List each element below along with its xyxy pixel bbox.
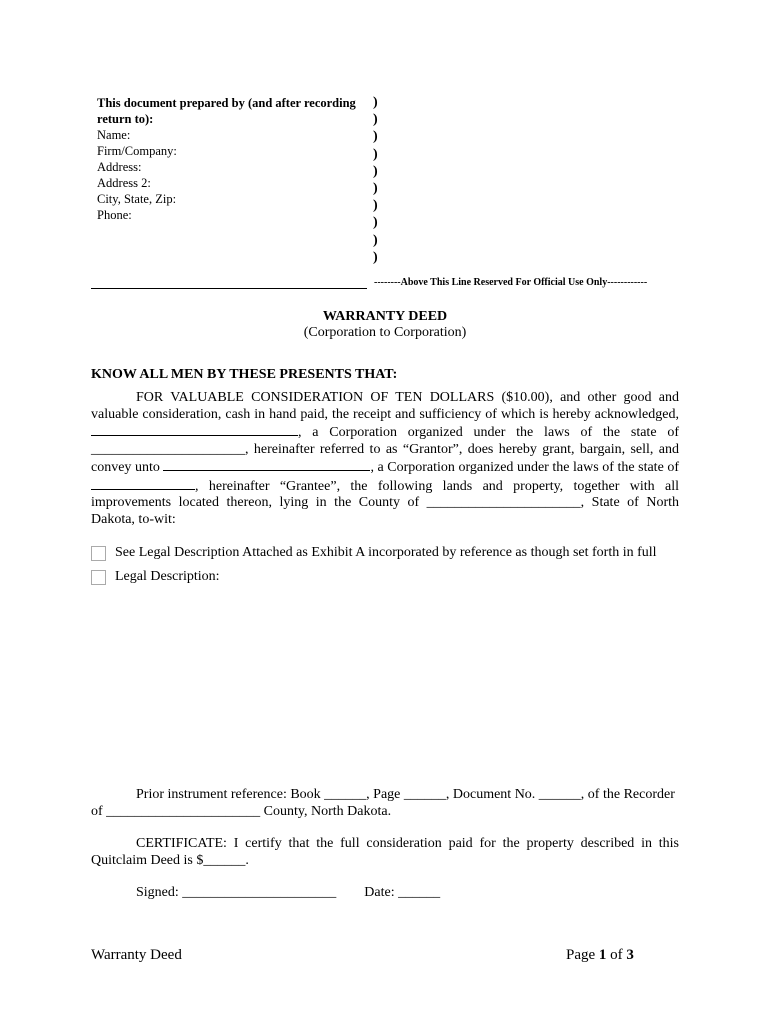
footer-doc-name: Warranty Deed — [91, 947, 182, 963]
grantee-name-blank[interactable] — [163, 458, 370, 471]
body-part-a: FOR VALUABLE CONSIDERATION OF TEN DOLLARS ($10.00), and other good and valuable consideration, cash in hand paid, the receipt and sufficiency of which is hereby acknowledged, — [91, 390, 679, 422]
legal-description-checkbox[interactable] — [91, 570, 106, 585]
bracket: ) — [373, 232, 378, 248]
certificate — [91, 836, 679, 869]
page-number: 1 — [598, 947, 607, 963]
bracket: ) — [373, 180, 378, 196]
conveyance-paragraph — [91, 390, 679, 528]
preparer-block — [97, 95, 367, 223]
preparer-heading: This document prepared by (and after recording return to): — [97, 96, 356, 126]
body-part-c: ______________________, hereinafter referred to as “Grantor”, does hereby grant, bargain, sell, and convey unto — [91, 441, 679, 475]
grantor-name-blank[interactable] — [91, 423, 298, 436]
page-indicator — [566, 947, 634, 964]
body-part-e: , hereinafter “Grantee”, the following lands and property, together with all improvements located thereon, lying in the County of ______________________, State of North Dakota, to-wit: — [91, 478, 679, 527]
bracket: ) — [373, 95, 378, 110]
bracket: ) — [373, 215, 378, 231]
bracket: ) — [373, 146, 378, 162]
preparer-address-label: Address: — [97, 160, 142, 174]
preparer-firm-label: Firm/Company: — [97, 144, 177, 158]
preparer-divider-line — [91, 288, 367, 289]
bracket: ) — [373, 129, 378, 145]
preparer-name-label: Name: — [97, 128, 131, 142]
body-part-b: , a Corporation organized under the laws of the state of — [298, 425, 679, 440]
preparer-address2-label: Address 2: — [97, 176, 151, 190]
preparer-phone-label: Phone: — [97, 208, 132, 222]
legal-description-label: Legal Description: — [115, 569, 220, 584]
bracket: ) — [373, 198, 378, 214]
body-part-d: , a Corporation organized under the laws of the state of — [370, 460, 679, 475]
bracket: ) — [373, 249, 378, 265]
signature-line: Signed: ______________________ Date: ______ — [136, 885, 441, 900]
page-of: of — [606, 947, 627, 963]
page-prefix: Page — [566, 947, 599, 963]
document-subtitle: (Corporation to Corporation) — [303, 325, 467, 340]
preparer-city-label: City, State, Zip: — [97, 192, 177, 206]
reserved-label: --------Above This Line Reserved For Official Use Only------------ — [374, 277, 648, 288]
grantee-state-blank[interactable] — [91, 477, 195, 490]
exhibit-a-checkbox[interactable] — [91, 546, 106, 561]
prior-reference — [91, 787, 679, 820]
bracket: ) — [373, 163, 378, 179]
bracket-column — [373, 94, 378, 266]
bracket: ) — [373, 112, 378, 128]
page-total: 3 — [626, 947, 634, 963]
document-title: WARRANTY DEED — [322, 309, 448, 324]
certificate-text: CERTIFICATE: I certify that the full consideration paid for the property described in this Quitclaim Deed is $______. — [91, 836, 679, 868]
option-legal-description[interactable] — [91, 569, 220, 585]
prior-reference-text: Prior instrument reference: Book ______, Page ______, Document No. ______, of the Recorder of ______________________ County, North Dakota. — [91, 787, 675, 819]
exhibit-a-label: See Legal Description Attached as Exhibit A incorporated by reference as though set forth in full — [115, 545, 657, 560]
option-exhibit-a[interactable] — [91, 545, 657, 561]
know-heading: KNOW ALL MEN BY THESE PRESENTS THAT: — [91, 367, 398, 382]
